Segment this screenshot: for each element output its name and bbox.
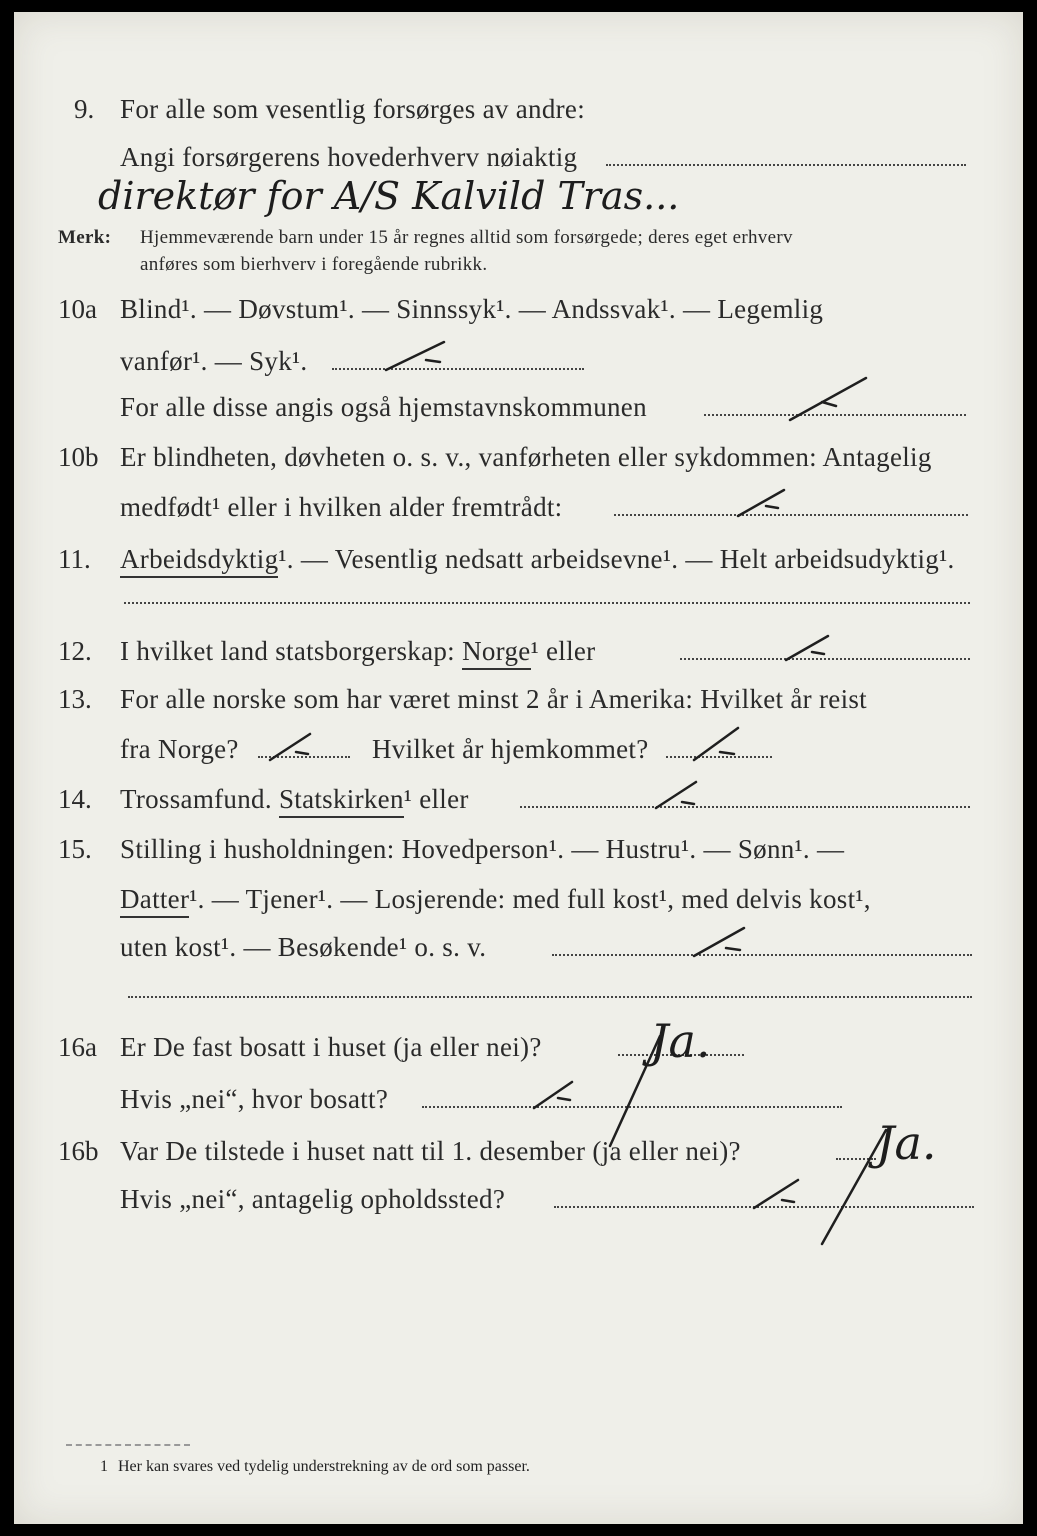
q10a-municipality-slash-mark — [790, 378, 866, 420]
q10b-slash-mark — [738, 490, 784, 516]
q9-number: 9. — [74, 94, 95, 124]
q16a-where-resident: Hvis „nei“, hvor bosatt? — [120, 1084, 389, 1114]
q10a-conditions-cont: vanfør¹. — Syk¹. — [120, 346, 308, 376]
q9-occupation-prompt: Angi forsørgerens hovederhverv nøiaktig — [120, 142, 578, 172]
q13-left-dot-mark — [296, 752, 308, 754]
q13-returned-dot-mark — [720, 752, 734, 754]
q16b-handwritten-answer: Ja. — [876, 1116, 937, 1170]
q10a-conditions: Blind¹. — Døvstum¹. — Sinnssyk¹. — Andssvak¹. — Legemlig — [120, 294, 824, 324]
q10a-number: 10a — [58, 294, 97, 324]
q13-left-slash-mark — [270, 734, 310, 760]
q15-number: 15. — [58, 834, 92, 864]
census-form-page — [14, 12, 1023, 1524]
q14-religion: Trossamfund. Statskirken¹ eller — [120, 784, 469, 815]
footnote-marker: 1 — [100, 1458, 108, 1475]
q10b-number: 10b — [58, 442, 99, 472]
q10a-dot-mark — [426, 360, 440, 362]
q16a-handwritten-answer: Ja. — [650, 1014, 711, 1068]
q16a-slash-mark — [534, 1082, 572, 1108]
q16b-long-stroke — [822, 1130, 886, 1244]
q16b-number: 16b — [58, 1136, 99, 1166]
q15-slash-mark — [694, 928, 744, 956]
q11-work-ability: Arbeidsdyktig¹. — Vesentlig nedsatt arbeidsevne¹. — Helt arbeidsudyktig¹. — [120, 544, 955, 575]
q10b-question-cont: medfødt¹ eller i hvilken alder fremtrådt: — [120, 492, 563, 522]
q12-number: 12. — [58, 636, 92, 666]
q14-number: 14. — [58, 784, 92, 814]
q14-dot-mark — [682, 802, 694, 804]
q13-returned: Hvilket år hjemkommet? — [372, 734, 649, 764]
q13-america-question: For alle norske som har været minst 2 år i Amerika: Hvilket år reist — [120, 684, 867, 714]
handwritten-dash-marks — [14, 12, 1023, 1524]
q15-underlined-answer: Datter — [120, 884, 189, 918]
q16a-dot-mark — [558, 1098, 570, 1100]
merk-label: Merk: — [58, 227, 112, 248]
q16a-resident-question: Er De fast bosatt i huset (ja eller nei)? — [120, 1032, 542, 1062]
q12-citizenship: I hvilket land statsborgerskap: Norge¹ eller — [120, 636, 595, 667]
q10b-dot-mark — [766, 506, 778, 508]
q10b-question: Er blindheten, døvheten o. s. v., vanførheten eller sykdommen: Antagelig — [120, 442, 932, 472]
merk-note-line2: anføres som bierhverv i foregående rubrikk. — [140, 254, 488, 275]
q16b-slash-mark — [754, 1180, 798, 1208]
q9-question: For alle som vesentlig forsørges av andre: — [120, 94, 585, 124]
q13-returned-slash-mark — [694, 728, 738, 760]
q12-underlined-answer: Norge — [462, 636, 531, 670]
q10a-municipality-dot-mark — [822, 402, 836, 406]
q10a-home-municipality: For alle disse angis også hjemstavnskommunen — [120, 392, 647, 422]
q12-slash-mark — [786, 636, 828, 660]
q15-household-position: Stilling i husholdningen: Hovedperson¹. — Hustru¹. — Sønn¹. — — [120, 834, 845, 864]
merk-note-line1: Hjemmeværende barn under 15 år regnes alltid som forsørgede; deres eget erhverv — [140, 227, 793, 248]
q13-number: 13. — [58, 684, 92, 714]
q16b-likely-location: Hvis „nei“, antagelig opholdssted? — [120, 1184, 506, 1214]
q9-handwritten-answer: direktør for A/S Kalvild Tras... — [98, 174, 680, 218]
q16a-long-stroke — [610, 1036, 660, 1146]
q14-underlined-answer: Statskirken — [279, 784, 404, 818]
footnote-text: Her kan svares ved tydelig understrekning av de ord som passer. — [118, 1458, 530, 1475]
q11-underlined-answer: Arbeidsdyktig — [120, 544, 278, 578]
q16a-number: 16a — [58, 1032, 97, 1062]
q10a-slash-mark — [386, 342, 444, 370]
q15-dot-mark — [726, 948, 740, 950]
q15-household-position-cont: Datter¹. — Tjener¹. — Losjerende: med full kost¹, med delvis kost¹, — [120, 884, 871, 915]
q15-household-position-end: uten kost¹. — Besøkende¹ o. s. v. — [120, 932, 487, 962]
q12-dot-mark — [812, 652, 824, 654]
q16b-present-question: Var De tilstede i huset natt til 1. desember (ja eller nei)? — [120, 1136, 741, 1166]
q11-number: 11. — [58, 544, 91, 574]
q16b-dot-mark — [782, 1200, 794, 1202]
q13-left-norway: fra Norge? — [120, 734, 239, 764]
